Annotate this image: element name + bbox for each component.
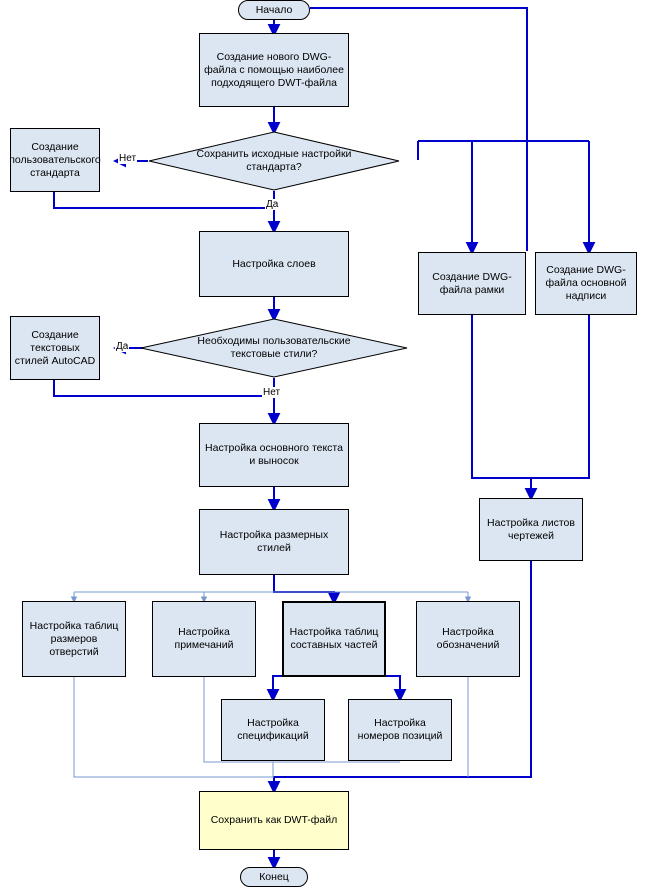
edge-label-text-styles-yes: Да [116,341,129,352]
node-need-custom-text-styles [140,318,408,378]
node-save-as-dwt-label: Сохранить как DWT-файл [210,814,338,826]
node-parts-tables [282,601,386,677]
node-create-autocad-text-styles [10,316,100,380]
edge-label-text-styles-no: Нет [263,387,281,398]
node-end-label: Конец [259,871,289,883]
node-hole-tables-label: Настройка таблиц размеров отверстий [29,619,119,658]
node-create-user-standard [10,128,100,192]
node-balloons [348,699,452,761]
node-keep-standard-settings [148,131,400,191]
node-specifications-label: Настройка спецификаций [237,717,309,742]
node-notes-label: Настройка примечаний [174,626,234,651]
node-create-new-dwg [199,33,349,107]
node-create-new-dwg-label: Создание нового DWG-файла с помощью наиболее подходящего DWT-файла [204,50,344,89]
node-create-autocad-text-styles-label: Создание текстовых стилей AutoCAD [14,328,96,367]
node-drawing-sheets-label: Настройка листов чертежей [487,516,575,542]
edge-label-keep-standard-yes: Да [266,199,279,210]
node-dimension-styles-label: Настройка размерных стилей [219,529,329,554]
node-frame-dwg [418,252,526,315]
node-balloons-label: Настройка номеров позиций [357,717,443,742]
node-notes [152,601,256,677]
node-main-text-leaders [199,423,349,487]
node-symbols [416,601,520,677]
node-symbols-label: Настройка обозначений [436,626,500,651]
node-specifications [221,699,325,761]
node-main-text-leaders-label: Настройка основного текста и выносок [205,442,343,467]
node-start-label: Начало [255,4,293,16]
node-start [238,0,310,20]
node-layers-setup [199,231,349,297]
node-dimension-styles [199,509,349,575]
node-drawing-sheets [479,498,583,561]
node-hole-tables [22,601,126,677]
node-title-block-dwg [535,252,637,315]
node-parts-tables-label: Настройка таблиц составных частей [289,626,379,651]
node-layers-setup-label: Настройка слоев [232,257,316,270]
node-end [240,867,308,887]
edge-label-keep-standard-no: Нет [119,153,137,164]
node-title-block-dwg-label: Создание DWG-файла основной надписи [545,264,627,302]
node-create-user-standard-label: Создание пользовательского стандарта [9,140,101,179]
node-save-as-dwt [199,791,349,850]
node-need-custom-text-styles-label: Необходимы пользовательские текстовые стили? [197,335,351,360]
node-keep-standard-settings-label: Сохранить исходные настройки стандарта? [196,148,352,173]
node-frame-dwg-label: Создание DWG-файла рамки [432,270,512,296]
